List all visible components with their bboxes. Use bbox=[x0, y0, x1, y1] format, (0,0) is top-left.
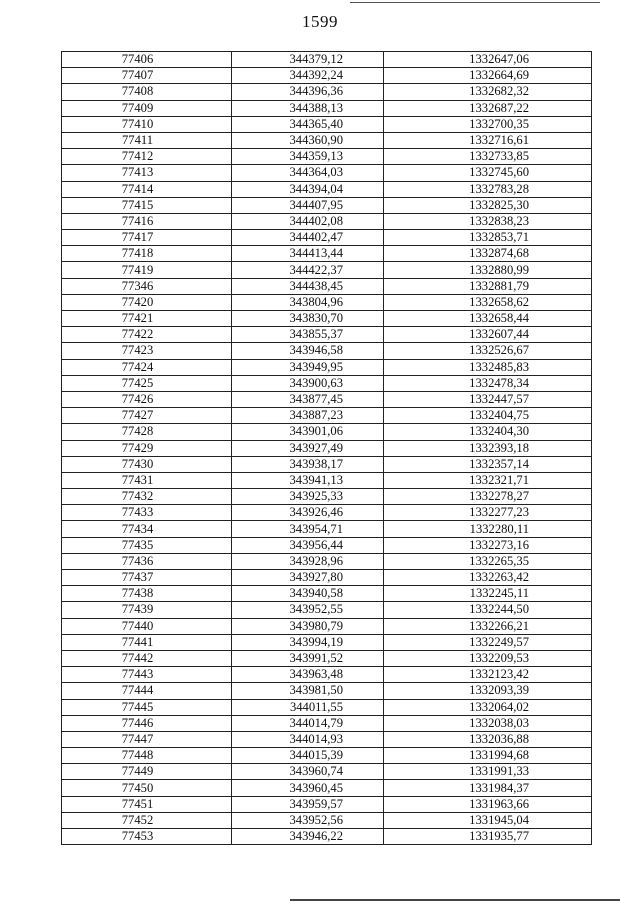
y-coordinate-cell: 1332273,16 bbox=[384, 537, 592, 553]
point-number-cell: 77424 bbox=[62, 359, 232, 375]
point-number-cell: 77440 bbox=[62, 618, 232, 634]
table-row bbox=[62, 52, 592, 68]
x-coordinate-cell: 344011,55 bbox=[232, 699, 384, 715]
table-row bbox=[62, 683, 592, 699]
x-coordinate-cell: 343925,33 bbox=[232, 489, 384, 505]
table-row bbox=[62, 230, 592, 246]
point-number-cell: 77427 bbox=[62, 408, 232, 424]
point-number-cell: 77446 bbox=[62, 715, 232, 731]
y-coordinate-cell: 1332447,57 bbox=[384, 391, 592, 407]
point-number-cell: 77428 bbox=[62, 424, 232, 440]
bottom-rule bbox=[290, 899, 620, 901]
table-row bbox=[62, 586, 592, 602]
x-coordinate-cell: 344392,24 bbox=[232, 68, 384, 84]
x-coordinate-cell: 344360,90 bbox=[232, 132, 384, 148]
point-number-cell: 77441 bbox=[62, 634, 232, 650]
table-row bbox=[62, 505, 592, 521]
y-coordinate-cell: 1332064,02 bbox=[384, 699, 592, 715]
x-coordinate-cell: 344365,40 bbox=[232, 116, 384, 132]
point-number-cell: 77411 bbox=[62, 132, 232, 148]
point-number-cell: 77451 bbox=[62, 796, 232, 812]
table-row bbox=[62, 829, 592, 845]
table-row bbox=[62, 327, 592, 343]
x-coordinate-cell: 343980,79 bbox=[232, 618, 384, 634]
y-coordinate-cell: 1332249,57 bbox=[384, 634, 592, 650]
table-row bbox=[62, 181, 592, 197]
x-coordinate-cell: 343941,13 bbox=[232, 472, 384, 488]
x-coordinate-cell: 343938,17 bbox=[232, 456, 384, 472]
table-row bbox=[62, 84, 592, 100]
y-coordinate-cell: 1332658,62 bbox=[384, 294, 592, 310]
x-coordinate-cell: 344388,13 bbox=[232, 100, 384, 116]
table-row bbox=[62, 812, 592, 828]
table-row bbox=[62, 667, 592, 683]
table-row bbox=[62, 165, 592, 181]
x-coordinate-cell: 343960,45 bbox=[232, 780, 384, 796]
point-number-cell: 77410 bbox=[62, 116, 232, 132]
table-row bbox=[62, 359, 592, 375]
table-row bbox=[62, 343, 592, 359]
table-row bbox=[62, 472, 592, 488]
point-number-cell: 77415 bbox=[62, 197, 232, 213]
table-row bbox=[62, 391, 592, 407]
point-number-cell: 77409 bbox=[62, 100, 232, 116]
x-coordinate-cell: 343887,23 bbox=[232, 408, 384, 424]
x-coordinate-cell: 343928,96 bbox=[232, 553, 384, 569]
y-coordinate-cell: 1332245,11 bbox=[384, 586, 592, 602]
table-row bbox=[62, 748, 592, 764]
y-coordinate-cell: 1332278,27 bbox=[384, 489, 592, 505]
point-number-cell: 77445 bbox=[62, 699, 232, 715]
table-row bbox=[62, 213, 592, 229]
point-number-cell: 77421 bbox=[62, 311, 232, 327]
x-coordinate-cell: 343804,96 bbox=[232, 294, 384, 310]
point-number-cell: 77436 bbox=[62, 553, 232, 569]
page-number: 1599 bbox=[302, 12, 338, 31]
y-coordinate-cell: 1332280,11 bbox=[384, 521, 592, 537]
x-coordinate-cell: 344394,04 bbox=[232, 181, 384, 197]
x-coordinate-cell: 344407,95 bbox=[232, 197, 384, 213]
x-coordinate-cell: 343952,55 bbox=[232, 602, 384, 618]
x-coordinate-cell: 344364,03 bbox=[232, 165, 384, 181]
y-coordinate-cell: 1332485,83 bbox=[384, 359, 592, 375]
table-row bbox=[62, 731, 592, 747]
point-number-cell: 77447 bbox=[62, 731, 232, 747]
y-coordinate-cell: 1332853,71 bbox=[384, 230, 592, 246]
y-coordinate-cell: 1332277,23 bbox=[384, 505, 592, 521]
x-coordinate-cell: 344438,45 bbox=[232, 278, 384, 294]
table-row bbox=[62, 408, 592, 424]
y-coordinate-cell: 1331963,66 bbox=[384, 796, 592, 812]
x-coordinate-cell: 344413,44 bbox=[232, 246, 384, 262]
table-row bbox=[62, 424, 592, 440]
x-coordinate-cell: 344396,36 bbox=[232, 84, 384, 100]
point-number-cell: 77419 bbox=[62, 262, 232, 278]
table-row bbox=[62, 699, 592, 715]
y-coordinate-cell: 1332700,35 bbox=[384, 116, 592, 132]
x-coordinate-cell: 343940,58 bbox=[232, 586, 384, 602]
x-coordinate-cell: 344359,13 bbox=[232, 149, 384, 165]
y-coordinate-cell: 1332874,68 bbox=[384, 246, 592, 262]
x-coordinate-cell: 343959,57 bbox=[232, 796, 384, 812]
y-coordinate-cell: 1332526,67 bbox=[384, 343, 592, 359]
x-coordinate-cell: 344402,08 bbox=[232, 213, 384, 229]
x-coordinate-cell: 343926,46 bbox=[232, 505, 384, 521]
y-coordinate-cell: 1332123,42 bbox=[384, 667, 592, 683]
y-coordinate-cell: 1332209,53 bbox=[384, 650, 592, 666]
point-number-cell: 77442 bbox=[62, 650, 232, 666]
point-number-cell: 77406 bbox=[62, 52, 232, 68]
y-coordinate-cell: 1332880,99 bbox=[384, 262, 592, 278]
point-number-cell: 77449 bbox=[62, 764, 232, 780]
table-row bbox=[62, 375, 592, 391]
y-coordinate-cell: 1332357,14 bbox=[384, 456, 592, 472]
table-row bbox=[62, 650, 592, 666]
y-coordinate-cell: 1331945,04 bbox=[384, 812, 592, 828]
table-row bbox=[62, 440, 592, 456]
x-coordinate-cell: 343927,80 bbox=[232, 570, 384, 586]
point-number-cell: 77418 bbox=[62, 246, 232, 262]
x-coordinate-cell: 343954,71 bbox=[232, 521, 384, 537]
table-row bbox=[62, 262, 592, 278]
table-row bbox=[62, 456, 592, 472]
y-coordinate-cell: 1332266,21 bbox=[384, 618, 592, 634]
point-number-cell: 77430 bbox=[62, 456, 232, 472]
y-coordinate-cell: 1332716,61 bbox=[384, 132, 592, 148]
y-coordinate-cell: 1332881,79 bbox=[384, 278, 592, 294]
table-row bbox=[62, 537, 592, 553]
top-rule bbox=[350, 2, 600, 3]
point-number-cell: 77448 bbox=[62, 748, 232, 764]
x-coordinate-cell: 343901,06 bbox=[232, 424, 384, 440]
point-number-cell: 77439 bbox=[62, 602, 232, 618]
x-coordinate-cell: 343963,48 bbox=[232, 667, 384, 683]
point-number-cell: 77420 bbox=[62, 294, 232, 310]
x-coordinate-cell: 343855,37 bbox=[232, 327, 384, 343]
x-coordinate-cell: 343949,95 bbox=[232, 359, 384, 375]
table-row bbox=[62, 311, 592, 327]
point-number-cell: 77423 bbox=[62, 343, 232, 359]
coordinates-table-body bbox=[62, 52, 592, 845]
y-coordinate-cell: 1332404,75 bbox=[384, 408, 592, 424]
x-coordinate-cell: 343952,56 bbox=[232, 812, 384, 828]
y-coordinate-cell: 1332093,39 bbox=[384, 683, 592, 699]
x-coordinate-cell: 344422,37 bbox=[232, 262, 384, 278]
x-coordinate-cell: 344379,12 bbox=[232, 52, 384, 68]
table-row bbox=[62, 764, 592, 780]
point-number-cell: 77450 bbox=[62, 780, 232, 796]
y-coordinate-cell: 1332038,03 bbox=[384, 715, 592, 731]
point-number-cell: 77435 bbox=[62, 537, 232, 553]
y-coordinate-cell: 1332838,23 bbox=[384, 213, 592, 229]
point-number-cell: 77422 bbox=[62, 327, 232, 343]
x-coordinate-cell: 343830,70 bbox=[232, 311, 384, 327]
y-coordinate-cell: 1332404,30 bbox=[384, 424, 592, 440]
table-row bbox=[62, 602, 592, 618]
y-coordinate-cell: 1331994,68 bbox=[384, 748, 592, 764]
table-row bbox=[62, 489, 592, 505]
y-coordinate-cell: 1332682,32 bbox=[384, 84, 592, 100]
y-coordinate-cell: 1332687,22 bbox=[384, 100, 592, 116]
point-number-cell: 77444 bbox=[62, 683, 232, 699]
table-row bbox=[62, 132, 592, 148]
y-coordinate-cell: 1332658,44 bbox=[384, 311, 592, 327]
table-row bbox=[62, 634, 592, 650]
x-coordinate-cell: 343981,50 bbox=[232, 683, 384, 699]
y-coordinate-cell: 1332478,34 bbox=[384, 375, 592, 391]
point-number-cell: 77413 bbox=[62, 165, 232, 181]
y-coordinate-cell: 1332783,28 bbox=[384, 181, 592, 197]
x-coordinate-cell: 343946,22 bbox=[232, 829, 384, 845]
point-number-cell: 77438 bbox=[62, 586, 232, 602]
y-coordinate-cell: 1332607,44 bbox=[384, 327, 592, 343]
table-row bbox=[62, 618, 592, 634]
point-number-cell: 77429 bbox=[62, 440, 232, 456]
point-number-cell: 77417 bbox=[62, 230, 232, 246]
y-coordinate-cell: 1332244,50 bbox=[384, 602, 592, 618]
table-row bbox=[62, 715, 592, 731]
y-coordinate-cell: 1332664,69 bbox=[384, 68, 592, 84]
point-number-cell: 77408 bbox=[62, 84, 232, 100]
y-coordinate-cell: 1332036,88 bbox=[384, 731, 592, 747]
point-number-cell: 77437 bbox=[62, 570, 232, 586]
point-number-cell: 77434 bbox=[62, 521, 232, 537]
table-row bbox=[62, 796, 592, 812]
y-coordinate-cell: 1332393,18 bbox=[384, 440, 592, 456]
point-number-cell: 77433 bbox=[62, 505, 232, 521]
y-coordinate-cell: 1331935,77 bbox=[384, 829, 592, 845]
x-coordinate-cell: 344014,79 bbox=[232, 715, 384, 731]
x-coordinate-cell: 343946,58 bbox=[232, 343, 384, 359]
y-coordinate-cell: 1332263,42 bbox=[384, 570, 592, 586]
table-row bbox=[62, 246, 592, 262]
point-number-cell: 77453 bbox=[62, 829, 232, 845]
x-coordinate-cell: 343877,45 bbox=[232, 391, 384, 407]
y-coordinate-cell: 1331984,37 bbox=[384, 780, 592, 796]
y-coordinate-cell: 1332733,85 bbox=[384, 149, 592, 165]
x-coordinate-cell: 344402,47 bbox=[232, 230, 384, 246]
table-row bbox=[62, 521, 592, 537]
point-number-cell: 77425 bbox=[62, 375, 232, 391]
x-coordinate-cell: 343960,74 bbox=[232, 764, 384, 780]
y-coordinate-cell: 1332321,71 bbox=[384, 472, 592, 488]
point-number-cell: 77414 bbox=[62, 181, 232, 197]
table-row bbox=[62, 278, 592, 294]
point-number-cell: 77412 bbox=[62, 149, 232, 165]
x-coordinate-cell: 344014,93 bbox=[232, 731, 384, 747]
x-coordinate-cell: 343956,44 bbox=[232, 537, 384, 553]
x-coordinate-cell: 344015,39 bbox=[232, 748, 384, 764]
y-coordinate-cell: 1332825,30 bbox=[384, 197, 592, 213]
point-number-cell: 77346 bbox=[62, 278, 232, 294]
table-row bbox=[62, 570, 592, 586]
y-coordinate-cell: 1332647,06 bbox=[384, 52, 592, 68]
table-row bbox=[62, 780, 592, 796]
x-coordinate-cell: 343927,49 bbox=[232, 440, 384, 456]
table-row bbox=[62, 197, 592, 213]
point-number-cell: 77416 bbox=[62, 213, 232, 229]
table-row bbox=[62, 294, 592, 310]
point-number-cell: 77431 bbox=[62, 472, 232, 488]
point-number-cell: 77432 bbox=[62, 489, 232, 505]
table-row bbox=[62, 68, 592, 84]
table-row bbox=[62, 100, 592, 116]
point-number-cell: 77426 bbox=[62, 391, 232, 407]
table-row bbox=[62, 149, 592, 165]
table-row bbox=[62, 553, 592, 569]
table-row bbox=[62, 116, 592, 132]
x-coordinate-cell: 343900,63 bbox=[232, 375, 384, 391]
y-coordinate-cell: 1331991,33 bbox=[384, 764, 592, 780]
y-coordinate-cell: 1332265,35 bbox=[384, 553, 592, 569]
point-number-cell: 77407 bbox=[62, 68, 232, 84]
point-number-cell: 77452 bbox=[62, 812, 232, 828]
point-number-cell: 77443 bbox=[62, 667, 232, 683]
coordinates-table bbox=[61, 51, 592, 845]
x-coordinate-cell: 343991,52 bbox=[232, 650, 384, 666]
y-coordinate-cell: 1332745,60 bbox=[384, 165, 592, 181]
x-coordinate-cell: 343994,19 bbox=[232, 634, 384, 650]
